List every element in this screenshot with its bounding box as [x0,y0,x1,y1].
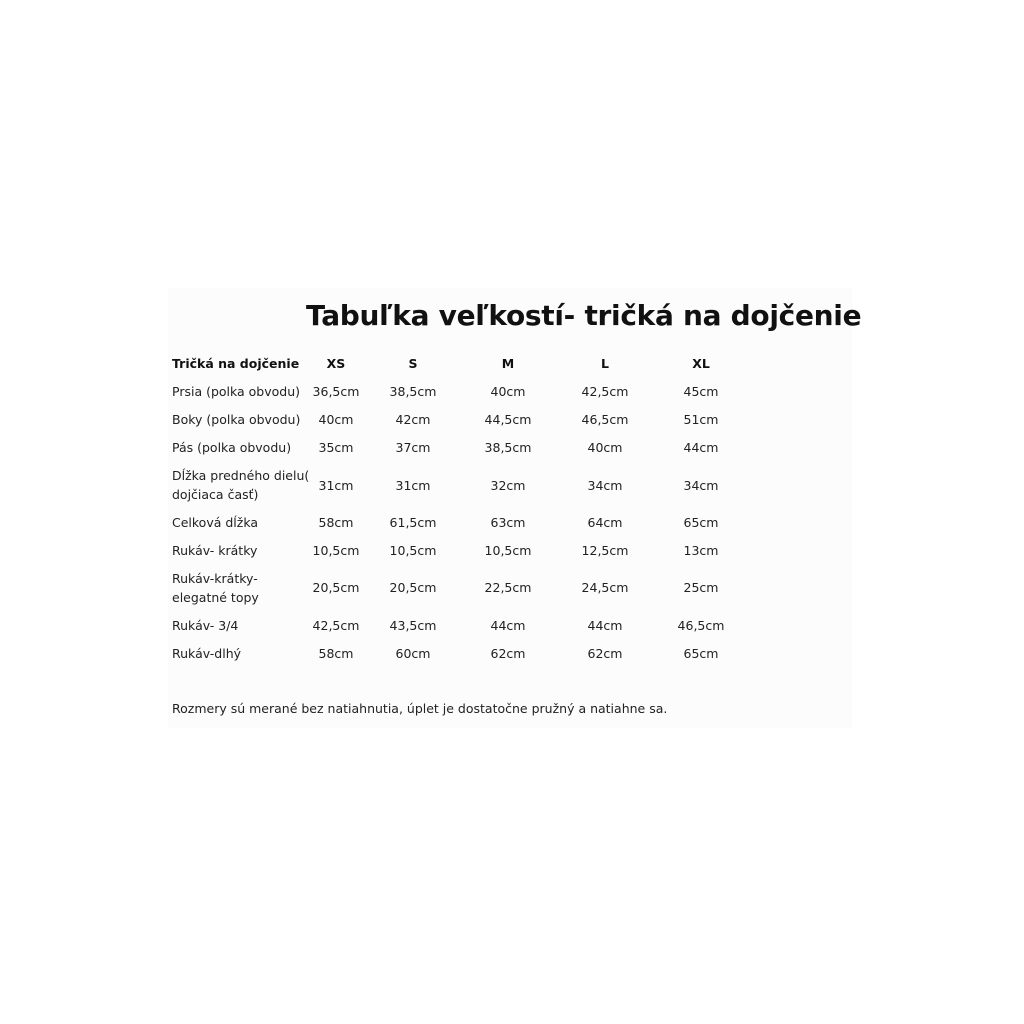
table-cell: 63cm [490,515,526,530]
row-label-rukav-3-4: Rukáv- 3/4 [172,618,239,633]
table-cell: 60cm [395,646,431,661]
table-cell: 24,5cm [581,580,629,595]
table-cell: 31cm [318,478,354,493]
table-cell: 40cm [318,412,354,427]
row-label-dlzka-predneho-dielu-line1: Dĺžka predného dielu( [172,468,310,483]
table-cell: 44cm [683,440,719,455]
table-cell: 44,5cm [484,412,532,427]
table-cell: 20,5cm [389,580,437,595]
row-label-boky: Boky (polka obvodu) [172,412,301,427]
size-header-l: L [601,356,609,371]
size-header-xs: XS [326,356,346,371]
table-cell: 13cm [683,543,719,558]
row-label-rukav-kratky-elegantne-line2: elegatné topy [172,590,259,605]
table-cell: 65cm [683,515,719,530]
table-cell: 40cm [490,384,526,399]
table-cell: 44cm [587,618,623,633]
table-cell: 43,5cm [389,618,437,633]
table-cell: 45cm [683,384,719,399]
table-cell: 64cm [587,515,623,530]
table-cell: 46,5cm [581,412,629,427]
table-cell: 65cm [683,646,719,661]
row-label-rukav-kratky-elegantne-line1: Rukáv-krátky- [172,571,258,586]
row-label-rukav-dlhy: Rukáv-dlhý [172,646,242,661]
size-header-s: S [408,356,418,371]
table-cell: 31cm [395,478,431,493]
table-cell: 22,5cm [484,580,532,595]
table-cell: 36,5cm [312,384,360,399]
size-header-xl: XL [692,356,710,371]
table-cell: 44cm [490,618,526,633]
table-cell: 38,5cm [484,440,532,455]
table-cell: 42,5cm [312,618,360,633]
table-cell: 10,5cm [484,543,532,558]
table-cell: 62cm [587,646,623,661]
table-corner-header: Tričká na dojčenie [172,356,300,371]
row-label-pas: Pás (polka obvodu) [172,440,292,455]
table-cell: 42cm [395,412,431,427]
table-cell: 32cm [490,478,526,493]
table-cell: 12,5cm [581,543,629,558]
table-cell: 51cm [683,412,719,427]
table-cell: 42,5cm [581,384,629,399]
table-cell: 46,5cm [677,618,725,633]
size-chart-title: Tabuľka veľkostí- tričká na dojčenie [306,299,862,332]
table-cell: 34cm [683,478,719,493]
table-cell: 62cm [490,646,526,661]
table-cell: 20,5cm [312,580,360,595]
table-cell: 34cm [587,478,623,493]
table-cell: 58cm [318,515,354,530]
row-label-dlzka-predneho-dielu-line2: dojčiaca časť) [172,487,259,502]
measurement-note: Rozmery sú merané bez natiahnutia, úplet je dostatočne pružný a natiahne sa. [172,701,668,716]
table-cell: 25cm [683,580,719,595]
table-cell: 58cm [318,646,354,661]
table-cell: 40cm [587,440,623,455]
size-header-m: M [501,356,515,371]
table-cell: 37cm [395,440,431,455]
row-label-rukav-kratky: Rukáv- krátky [172,543,258,558]
table-cell: 10,5cm [312,543,360,558]
table-cell: 61,5cm [389,515,437,530]
table-cell: 10,5cm [389,543,437,558]
row-label-celkova-dlzka: Celková dĺžka [172,515,259,530]
table-cell: 38,5cm [389,384,437,399]
row-label-prsia: Prsia (polka obvodu) [172,384,301,399]
table-cell: 35cm [318,440,354,455]
